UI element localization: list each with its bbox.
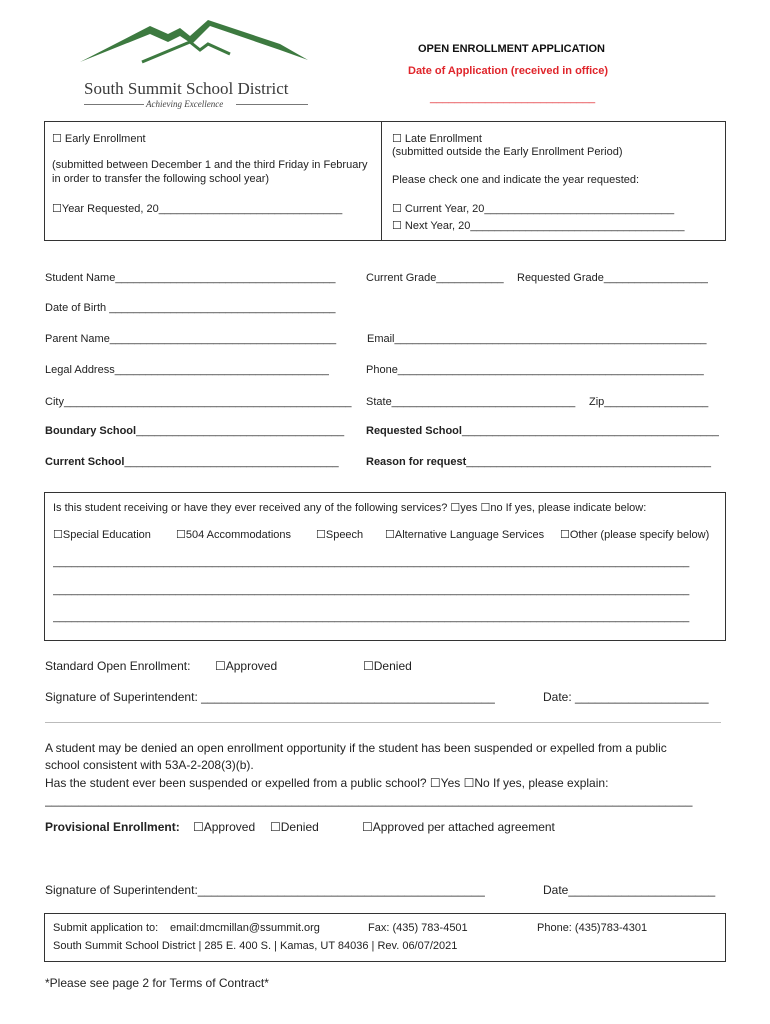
tagline-rule-left bbox=[84, 104, 144, 105]
current-school-line: ___________________________________ bbox=[124, 456, 339, 468]
next-year-field[interactable]: ☐ Next Year, 20___________________________________ bbox=[392, 220, 685, 232]
student-name-field[interactable]: Student Name____________________________________ bbox=[45, 272, 336, 284]
district-address: South Summit School District | 285 E. 400 S. | Kamas, UT 84036 | Rev. 06/07/2021 bbox=[53, 940, 458, 952]
tagline-rule-right bbox=[236, 104, 308, 105]
services-question: Is this student receiving or have they ever received any of the following services? ☐yes ☐no If yes, please indicate below: bbox=[53, 502, 647, 514]
submit-label: Submit application to: bbox=[53, 922, 159, 934]
phone-field[interactable]: Phone__________________________________________________ bbox=[366, 364, 704, 376]
alternative-language-checkbox[interactable]: ☐Alternative Language Services bbox=[385, 529, 545, 541]
superintendent-signature-field[interactable]: Signature of Superintendent: ____________________________________________ bbox=[45, 690, 495, 704]
submit-email-link[interactable]: email:dmcmillan@ssummit.org bbox=[170, 922, 320, 934]
section-divider bbox=[45, 722, 721, 723]
zip-field[interactable]: Zip_________________ bbox=[589, 396, 709, 408]
form-title: OPEN ENROLLMENT APPLICATION bbox=[418, 43, 605, 55]
boundary-school-field[interactable] bbox=[45, 425, 344, 437]
services-explain-line-2[interactable]: ________________________________________________________________________________________________________ bbox=[53, 584, 690, 596]
requested-school-label: Requested School bbox=[366, 425, 462, 437]
terms-of-contract-note: *Please see page 2 for Terms of Contract* bbox=[45, 976, 269, 990]
approval-date-field[interactable]: Date: ____________________ bbox=[543, 690, 709, 704]
current-school-label: Current School bbox=[45, 456, 125, 468]
city-field[interactable]: City_______________________________________________ bbox=[45, 396, 352, 408]
suspension-text-1: A student may be denied an open enrollment opportunity if the student has been suspended or expelled from a public bbox=[45, 741, 667, 755]
provisional-agreement-checkbox[interactable]: ☐Approved per attached agreement bbox=[362, 820, 555, 834]
early-enrollment-note-1: (submitted between December 1 and the third Friday in February bbox=[52, 159, 368, 171]
suspension-explain-line[interactable]: _________________________________________________________________________________________________ bbox=[45, 793, 693, 807]
submit-fax: Fax: (435) 783-4501 bbox=[368, 922, 468, 934]
date-of-application-field[interactable]: ___________________________ bbox=[430, 92, 596, 104]
provisional-enrollment-label: Provisional Enrollment: bbox=[45, 820, 180, 834]
district-tagline: Achieving Excellence bbox=[146, 99, 224, 109]
current-year-field[interactable]: ☐ Current Year, 20_______________________________ bbox=[392, 203, 675, 215]
early-year-requested-field[interactable]: ☐Year Requested, 20______________________________ bbox=[52, 203, 343, 215]
parent-name-field[interactable]: Parent Name_____________________________________ bbox=[45, 333, 337, 345]
date-of-application-label: Date of Application (received in office) bbox=[408, 65, 609, 77]
enrollment-divider bbox=[381, 122, 382, 240]
submit-info-box bbox=[44, 913, 726, 962]
requested-school-line: __________________________________________ bbox=[461, 425, 719, 437]
services-explain-line-1[interactable]: ________________________________________________________________________________________________________ bbox=[53, 556, 690, 568]
late-enrollment-instruction: Please check one and indicate the year requested: bbox=[392, 174, 640, 186]
requested-grade-field[interactable]: Requested Grade_________________ bbox=[517, 272, 708, 284]
state-field[interactable]: State______________________________ bbox=[366, 396, 576, 408]
late-enrollment-note: (submitted outside the Early Enrollment Period) bbox=[392, 146, 623, 158]
provisional-date-field[interactable]: Date______________________ bbox=[543, 883, 716, 897]
submit-phone: Phone: (435)783-4301 bbox=[537, 922, 648, 934]
boundary-school-line: __________________________________ bbox=[136, 425, 345, 437]
suspension-text-2: school consistent with 53A-2-208(3)(b). bbox=[45, 758, 254, 772]
standard-denied-checkbox[interactable]: ☐Denied bbox=[363, 659, 412, 673]
provisional-signature-field[interactable]: Signature of Superintendent:___________________________________________ bbox=[45, 883, 485, 897]
late-enrollment-checkbox[interactable]: ☐ Late Enrollment bbox=[392, 133, 482, 145]
suspension-question: Has the student ever been suspended or expelled from a public school? ☐Yes ☐No If yes, please explain: bbox=[45, 776, 609, 790]
date-of-birth-field[interactable]: Date of Birth _____________________________________ bbox=[45, 302, 336, 314]
early-enrollment-checkbox[interactable]: ☐ Early Enrollment bbox=[52, 133, 146, 145]
speech-checkbox[interactable]: ☐Speech bbox=[316, 529, 364, 541]
services-explain-line-3[interactable]: ________________________________________________________________________________________________________ bbox=[53, 611, 690, 623]
district-name: South Summit School District bbox=[84, 79, 289, 98]
email-field[interactable]: Email___________________________________________________ bbox=[367, 333, 707, 345]
standard-enrollment-label: Standard Open Enrollment: bbox=[45, 659, 191, 673]
requested-school-field[interactable] bbox=[366, 425, 719, 437]
504-accommodations-checkbox[interactable]: ☐504 Accommodations bbox=[176, 529, 292, 541]
special-education-checkbox[interactable]: ☐Special Education bbox=[53, 529, 151, 541]
standard-approved-checkbox[interactable]: ☐Approved bbox=[215, 659, 278, 673]
legal-address-field[interactable]: Legal Address___________________________________ bbox=[45, 364, 329, 376]
boundary-school-label: Boundary School bbox=[45, 425, 137, 437]
other-services-checkbox[interactable]: ☐Other (please specify below) bbox=[560, 529, 710, 541]
provisional-denied-checkbox[interactable]: ☐Denied bbox=[270, 820, 319, 834]
reason-for-request-field[interactable] bbox=[366, 456, 711, 468]
reason-for-request-line: ________________________________________ bbox=[466, 456, 711, 468]
current-school-field[interactable] bbox=[45, 456, 339, 468]
early-enrollment-note-2: in order to transfer the following school year) bbox=[52, 173, 270, 185]
provisional-approved-checkbox[interactable]: ☐Approved bbox=[193, 820, 256, 834]
current-grade-field[interactable]: Current Grade___________ bbox=[366, 272, 504, 284]
reason-for-request-label: Reason for request bbox=[366, 456, 467, 468]
